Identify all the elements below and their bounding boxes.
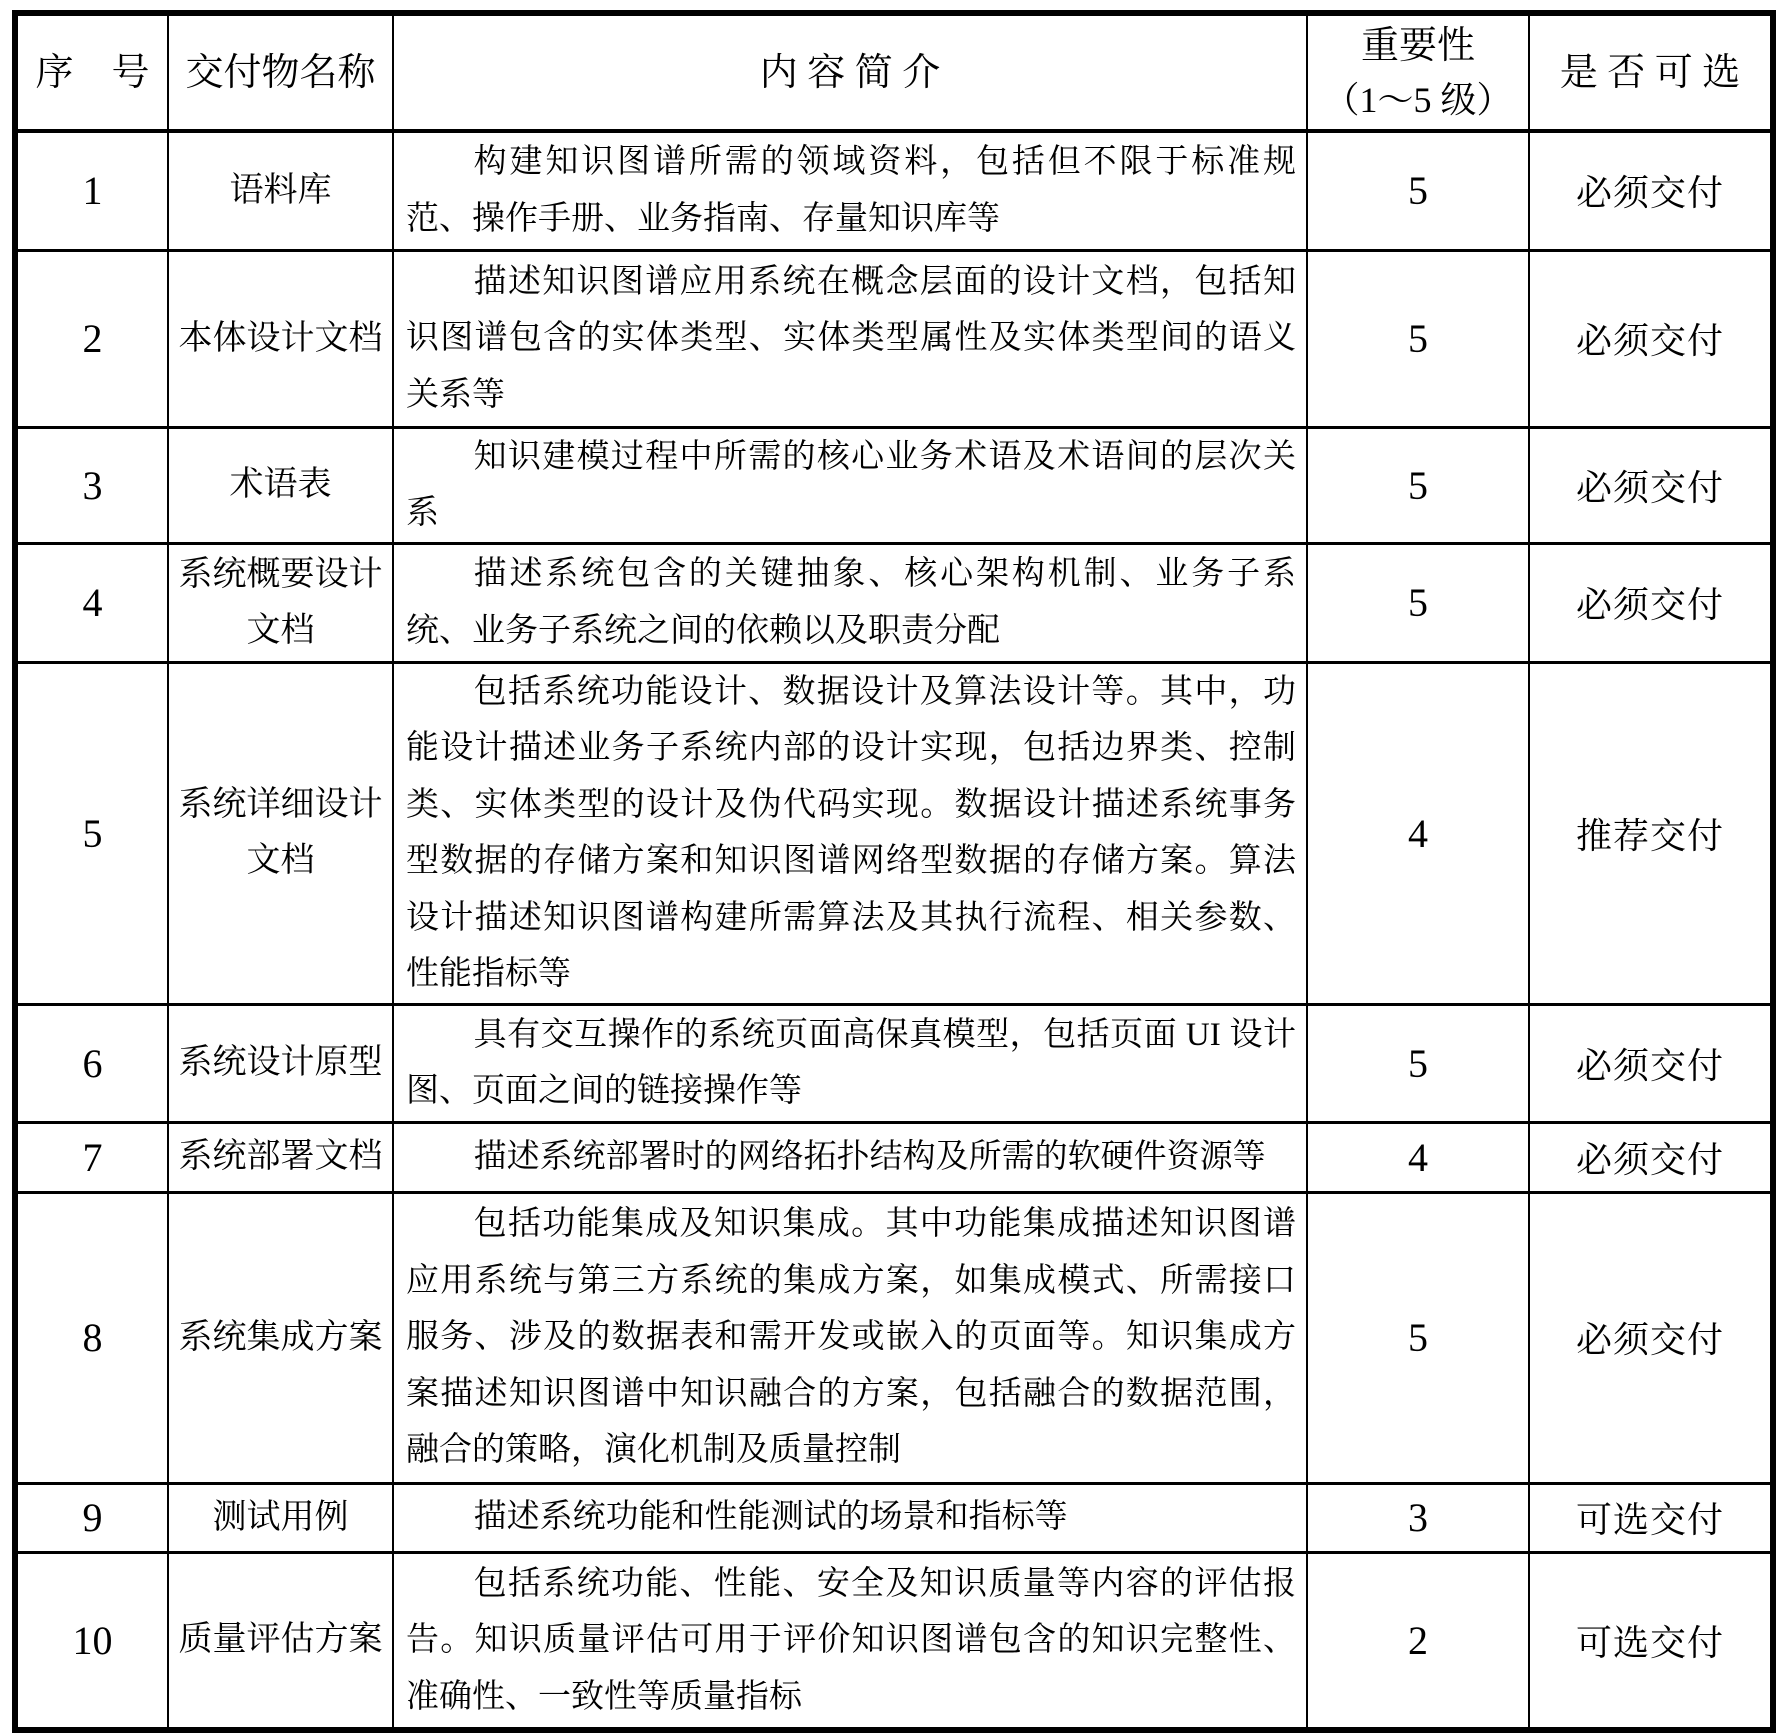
deliverable-name: 系统设计原型 bbox=[168, 1004, 393, 1122]
deliverable-name: 测试用例 bbox=[168, 1483, 393, 1552]
table-body bbox=[15, 131, 1773, 1730]
deliverables-table bbox=[12, 10, 1776, 1733]
importance-value: 5 bbox=[1307, 1004, 1529, 1122]
deliverable-description bbox=[393, 131, 1307, 250]
deliverable-description bbox=[393, 427, 1307, 543]
deliverable-name: 术语表 bbox=[168, 427, 393, 543]
optional-value: 推荐交付 bbox=[1529, 662, 1773, 1004]
importance-value: 5 bbox=[1307, 427, 1529, 543]
description-text: 包括功能集成及知识集成。其中功能集成描述知识图谱应用系统与第三方系统的集成方案，如集成模式、所需接口服务、涉及的数据表和需开发或嵌入的页面等。知识集成方案描述知识图谱中知识融合的方案，包括融合的数据范围，融合的策略，演化机制及质量控制 bbox=[406, 1206, 1296, 1469]
table-row bbox=[15, 1122, 1773, 1192]
description-text: 包括系统功能设计、数据设计及算法设计等。其中，功能设计描述业务子系统内部的设计实现，包括边界类、控制类、实体类型的设计及伪代码实现。数据设计描述系统事务型数据的存储方案和知识图谱网络型数据的存储方案。算法设计描述知识图谱构建所需算法及其执行流程、相关参数、性能指标等 bbox=[406, 673, 1296, 992]
row-serial-number: 9 bbox=[15, 1483, 168, 1552]
row-serial-number: 8 bbox=[15, 1192, 168, 1483]
table-row bbox=[15, 543, 1773, 662]
row-serial-number: 10 bbox=[15, 1552, 168, 1730]
row-serial-number: 6 bbox=[15, 1004, 168, 1122]
header-row bbox=[15, 13, 1773, 131]
row-serial-number: 5 bbox=[15, 662, 168, 1004]
deliverable-name: 语料库 bbox=[168, 131, 393, 250]
deliverable-description bbox=[393, 543, 1307, 662]
table-row bbox=[15, 131, 1773, 250]
importance-value: 2 bbox=[1307, 1552, 1529, 1730]
deliverable-description bbox=[393, 1122, 1307, 1192]
description-text: 描述系统功能和性能测试的场景和指标等 bbox=[473, 1499, 1068, 1536]
deliverable-description bbox=[393, 1192, 1307, 1483]
table-row bbox=[15, 662, 1773, 1004]
header-deliverable-name: 交付物名称 bbox=[168, 13, 393, 131]
header-importance bbox=[1307, 13, 1529, 131]
row-serial-number: 1 bbox=[15, 131, 168, 250]
description-text: 描述系统部署时的网络拓扑结构及所需的软硬件资源等 bbox=[473, 1138, 1266, 1175]
importance-value: 4 bbox=[1307, 1122, 1529, 1192]
optional-value: 可选交付 bbox=[1529, 1552, 1773, 1730]
description-text: 知识建模过程中所需的核心业务术语及术语间的层次关系 bbox=[406, 438, 1296, 531]
deliverable-name: 系统集成方案 bbox=[168, 1192, 393, 1483]
row-serial-number: 4 bbox=[15, 543, 168, 662]
optional-value: 必须交付 bbox=[1529, 131, 1773, 250]
optional-value: 必须交付 bbox=[1529, 1122, 1773, 1192]
row-serial-number: 3 bbox=[15, 427, 168, 543]
description-text: 具有交互操作的系统页面高保真模型，包括页面 UI 设计图、页面之间的链接操作等 bbox=[406, 1016, 1296, 1109]
description-text: 包括系统功能、性能、安全及知识质量等内容的评估报告。知识质量评估可用于评价知识图谱包含的知识完整性、准确性、一致性等质量指标 bbox=[406, 1565, 1296, 1715]
table-row bbox=[15, 1004, 1773, 1122]
header-importance-title: 重要性 bbox=[1360, 24, 1475, 67]
table-row bbox=[15, 250, 1773, 427]
deliverable-description bbox=[393, 1004, 1307, 1122]
importance-value: 5 bbox=[1307, 543, 1529, 662]
table-header bbox=[15, 13, 1773, 131]
deliverable-name: 系统详细设计文档 bbox=[168, 662, 393, 1004]
importance-value: 5 bbox=[1307, 250, 1529, 427]
importance-value: 4 bbox=[1307, 662, 1529, 1004]
description-text: 描述系统包含的关键抽象、核心架构机制、业务子系统、业务子系统之间的依赖以及职责分配 bbox=[406, 556, 1296, 649]
header-serial-number: 序 号 bbox=[15, 13, 168, 131]
deliverable-description bbox=[393, 250, 1307, 427]
optional-value: 必须交付 bbox=[1529, 427, 1773, 543]
description-text: 描述知识图谱应用系统在概念层面的设计文档，包括知识图谱包含的实体类型、实体类型属性及实体类型间的语义关系等 bbox=[406, 263, 1296, 413]
importance-value: 5 bbox=[1307, 131, 1529, 250]
row-serial-number: 2 bbox=[15, 250, 168, 427]
table-row bbox=[15, 1552, 1773, 1730]
table-row bbox=[15, 1192, 1773, 1483]
table-row bbox=[15, 427, 1773, 543]
deliverable-name: 系统部署文档 bbox=[168, 1122, 393, 1192]
optional-value: 必须交付 bbox=[1529, 543, 1773, 662]
deliverable-name: 本体设计文档 bbox=[168, 250, 393, 427]
row-serial-number: 7 bbox=[15, 1122, 168, 1192]
optional-value: 可选交付 bbox=[1529, 1483, 1773, 1552]
description-text: 构建知识图谱所需的领域资料，包括但不限于标准规范、操作手册、业务指南、存量知识库等 bbox=[406, 144, 1296, 237]
optional-value: 必须交付 bbox=[1529, 1004, 1773, 1122]
optional-value: 必须交付 bbox=[1529, 250, 1773, 427]
deliverable-description bbox=[393, 1483, 1307, 1552]
optional-value: 必须交付 bbox=[1529, 1192, 1773, 1483]
importance-value: 5 bbox=[1307, 1192, 1529, 1483]
deliverable-name: 质量评估方案 bbox=[168, 1552, 393, 1730]
importance-value: 3 bbox=[1307, 1483, 1529, 1552]
header-content-summary: 内 容 简 介 bbox=[393, 13, 1307, 131]
deliverable-description bbox=[393, 1552, 1307, 1730]
deliverable-name: 系统概要设计文档 bbox=[168, 543, 393, 662]
header-optional: 是 否 可 选 bbox=[1529, 13, 1773, 131]
deliverable-description bbox=[393, 662, 1307, 1004]
header-importance-scale: （1～5 级） bbox=[1323, 79, 1513, 120]
table-row bbox=[15, 1483, 1773, 1552]
